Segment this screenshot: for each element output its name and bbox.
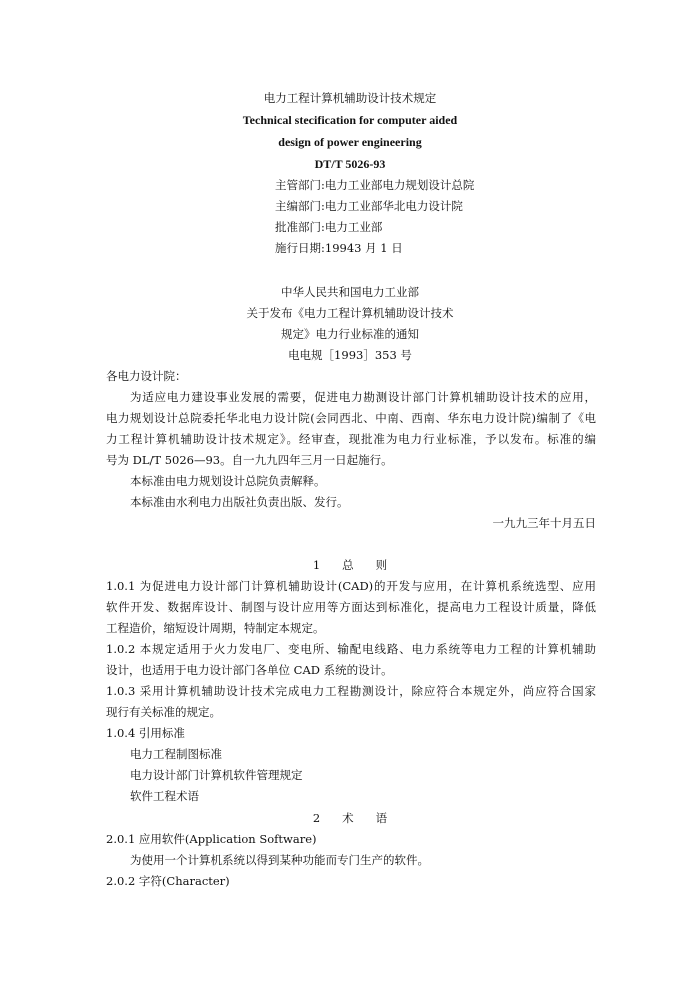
meta-approving-dept: 批准部门:电力工业部 bbox=[275, 220, 383, 234]
notice-para3: 本标准由水利电力出版社负责出版、发行。 bbox=[130, 495, 349, 509]
clause-1-0-2-line1: 1.0.2 本规定适用于火力发电厂、变电所、输配电线路、电力系统等电力工程的计算机辅助 bbox=[106, 642, 596, 656]
section2-title-char2: 语 bbox=[375, 811, 388, 825]
notice-para2: 本标准由电力规划设计总院负责解释。 bbox=[130, 474, 326, 488]
section1-title-char1: 总 bbox=[342, 558, 354, 572]
document-code: DT/T 5026-93 bbox=[314, 157, 386, 171]
clause-1-0-3-line1: 1.0.3 采用计算机辅助设计技术完成电力工程勘测设计，除应符合本规定外，尚应符合国家 bbox=[106, 684, 596, 698]
notice-issuer: 中华人民共和国电力工业部 bbox=[281, 285, 419, 299]
meta-supervising-dept: 主管部门:电力工业部电力规划设计总院 bbox=[275, 178, 475, 192]
notice-title-line2: 规定》电力行业标准的通知 bbox=[281, 327, 419, 341]
clause-2-0-1-definition: 为使用一个计算机系统以得到某种功能而专门生产的软件。 bbox=[130, 853, 429, 867]
section1-title-char2: 则 bbox=[375, 558, 388, 572]
reference-item: 电力设计部门计算机软件管理规定 bbox=[130, 768, 303, 782]
clause-1-0-1-line3: 工程造价，缩短设计周期，特制定本规定。 bbox=[106, 621, 325, 635]
reference-item: 电力工程制图标准 bbox=[130, 747, 222, 761]
meta-editing-dept: 主编部门:电力工业部华北电力设计院 bbox=[275, 199, 463, 213]
clause-1-0-1-line1: 1.0.1 为促进电力设计部门计算机辅助设计(CAD)的开发与应用，在计算机系统选型、应用 bbox=[106, 579, 596, 593]
document-title-en-line2: design of power engineering bbox=[278, 135, 422, 149]
document-title-en-line1: Technical stecification for computer aided bbox=[242, 113, 458, 127]
clause-2-0-1: 2.0.1 应用软件(Application Software) bbox=[106, 832, 317, 846]
clause-1-0-2-line2: 设计，也适用于电力设计部门各单位 CAD 系统的设计。 bbox=[106, 663, 393, 677]
section2-heading bbox=[0, 810, 700, 826]
clause-1-0-4: 1.0.4 引用标准 bbox=[106, 726, 185, 740]
section1-number: 1 bbox=[312, 558, 321, 572]
notice-doc-number: 电电规［1993］353 号 bbox=[288, 348, 412, 362]
clause-1-0-1-line2: 软件开发、数据库设计、制图与设计应用等方面达到标准化，提高电力工程设计质量，降低 bbox=[106, 600, 596, 614]
section2-title-char1: 术 bbox=[342, 811, 354, 825]
section1-heading bbox=[0, 557, 700, 573]
reference-item: 软件工程术语 bbox=[130, 789, 199, 803]
notice-addressee: 各电力设计院： bbox=[106, 369, 187, 383]
notice-para1-line4: 号为 DL/T 5026—93。自一九九四年三月一日起施行。 bbox=[106, 453, 393, 467]
document-title-cn: 电力工程计算机辅助设计技术规定 bbox=[263, 91, 437, 105]
clause-2-0-2: 2.0.2 字符(Character) bbox=[106, 874, 230, 888]
notice-para1-line1: 为适应电力建设事业发展的需要，促进电力勘测设计部门计算机辅助设计技术的应用， bbox=[130, 390, 596, 404]
notice-date: 一九九三年十月五日 bbox=[492, 516, 596, 530]
meta-effective-date: 施行日期:19943 月 1 日 bbox=[275, 241, 403, 255]
notice-para1-line3: 力工程计算机辅助设计技术规定》。经审查，现批准为电力行业标准，予以发布。标准的编 bbox=[106, 432, 596, 446]
notice-para1-line2: 电力规划设计总院委托华北电力设计院(会同西北、中南、西南、华东电力设计院)编制了《电 bbox=[106, 411, 596, 425]
notice-title-line1: 关于发布《电力工程计算机辅助设计技术 bbox=[246, 306, 454, 320]
section2-number: 2 bbox=[312, 811, 321, 825]
clause-1-0-3-line2: 现行有关标准的规定。 bbox=[106, 705, 221, 719]
